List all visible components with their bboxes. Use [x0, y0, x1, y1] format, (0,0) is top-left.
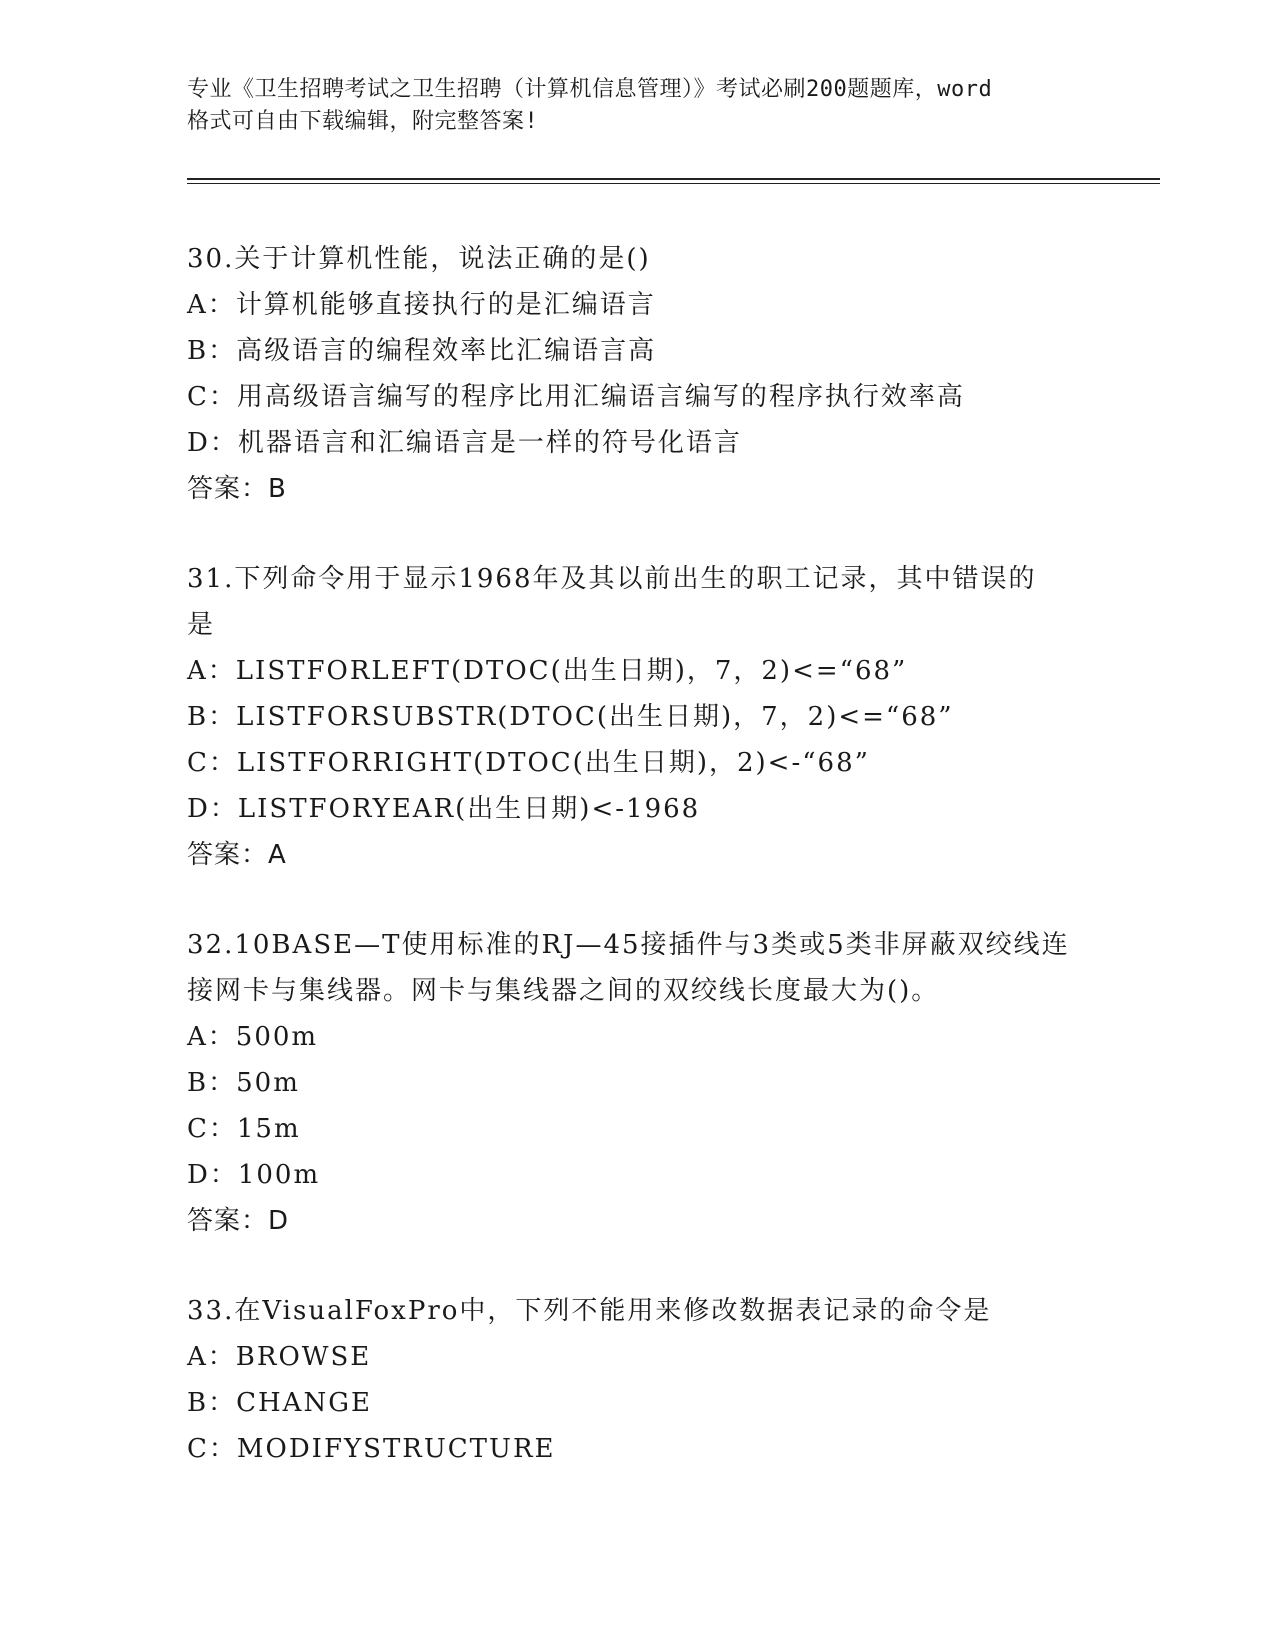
option-d: D：LISTFORYEAR(出生日期)<-1968 [187, 794, 701, 824]
option-d: D：100m [187, 1160, 321, 1190]
question-stem: 31.下列命令用于显示1968年及其以前出生的职工记录，其中错误的 [187, 564, 1037, 594]
option-c: C：用高级语言编写的程序比用汇编语言编写的程序执行效率高 [187, 382, 965, 412]
option-b: B：LISTFORSUBSTR(DTOC(出生日期)，7，2)<=“68” [187, 702, 954, 732]
question-stem: 33.在VisualFoxPro中，下列不能用来修改数据表记录的命令是 [187, 1296, 992, 1326]
option-a: A：计算机能够直接执行的是汇编语言 [187, 290, 656, 320]
header-line-2: 格式可自由下载编辑，附完整答案! [187, 109, 539, 134]
question-stem-continued: 是 [187, 610, 216, 640]
header-line-1: 专业《卫生招聘考试之卫生招聘（计算机信息管理）》考试必刷200题题库，word [187, 77, 993, 102]
option-c: C：LISTFORRIGHT(DTOC(出生日期)，2)<-“68” [187, 748, 870, 778]
option-c: C：MODIFYSTRUCTURE [187, 1434, 556, 1464]
option-a: A：LISTFORLEFT(DTOC(出生日期)，7，2)<=“68” [187, 656, 908, 686]
header-divider-thick [187, 178, 1160, 180]
answer-line: 答案：B [187, 474, 287, 504]
document-header [187, 74, 1107, 138]
option-a: A：BROWSE [187, 1342, 372, 1372]
option-a: A：500m [187, 1022, 319, 1052]
question-30 [187, 236, 1087, 512]
question-31 [187, 556, 1087, 878]
option-b: B：高级语言的编程效率比汇编语言高 [187, 336, 657, 366]
question-stem: 32.10BASE—T使用标准的RJ—45接插件与3类或5类非屏蔽双绞线连 [187, 930, 1070, 960]
question-stem: 30.关于计算机性能，说法正确的是() [187, 244, 651, 274]
answer-line: 答案：D [187, 1206, 290, 1236]
option-b: B：50m [187, 1068, 300, 1098]
option-d: D：机器语言和汇编语言是一样的符号化语言 [187, 428, 742, 458]
question-33 [187, 1288, 1087, 1472]
answer-line: 答案：A [187, 840, 287, 870]
question-list [187, 236, 1087, 1516]
question-stem-continued: 接网卡与集线器。网卡与集线器之间的双绞线长度最大为()。 [187, 976, 940, 1006]
question-32 [187, 922, 1087, 1244]
header-divider-thin [187, 183, 1160, 184]
option-b: B：CHANGE [187, 1388, 372, 1418]
option-c: C：15m [187, 1114, 301, 1144]
